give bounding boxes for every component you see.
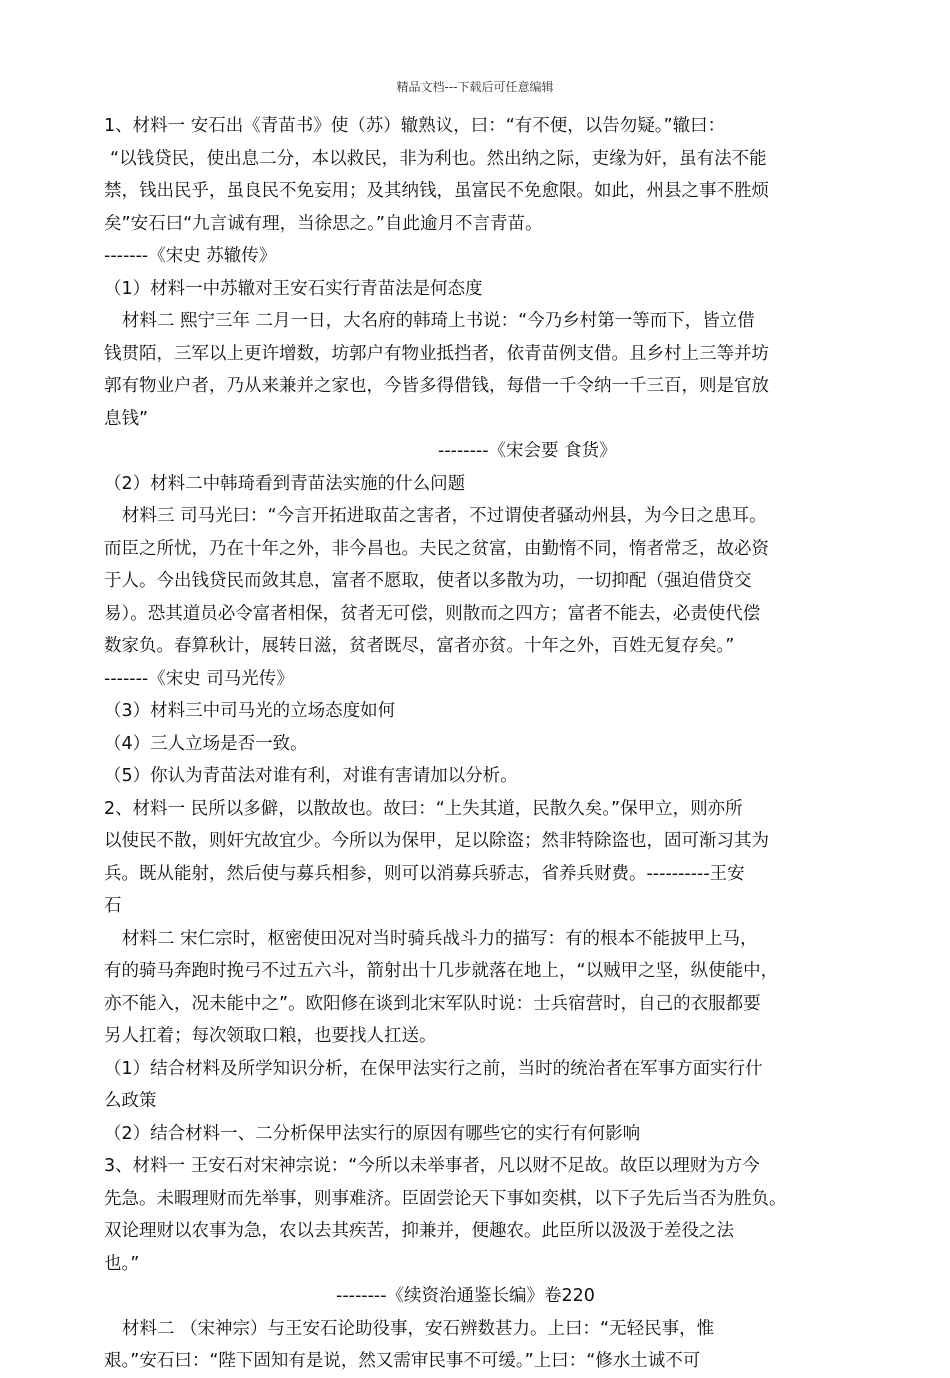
question-line: （3）材料三中司马光的立场态度如何 bbox=[104, 701, 396, 721]
text-line: 于人。今出钱贷民而敛其息，富者不愿取，使者以多散为功，一切抑配（强迫借贷交 bbox=[104, 571, 752, 591]
text-line: 另人扛着；每次领取口粮，也要找人扛送。 bbox=[104, 1026, 437, 1046]
text-line: 禁，钱出民乎，虽良民不免妄用；及其纳钱，虽富民不免愈限。如此，州县之事不胜烦 bbox=[104, 181, 769, 201]
question-line: （2）结合材料一、二分析保甲法实行的原因有哪些它的实行有何影响 bbox=[104, 1123, 641, 1144]
question-line: （1）结合材料及所学知识分析，在保甲法实行之前，当时的统治者在军事方面实行什 bbox=[104, 1058, 763, 1079]
source-citation: -------《宋史 司马光传》 bbox=[104, 668, 294, 689]
question-line: （5）你认为青苗法对谁有利，对谁有害请加以分析。 bbox=[104, 766, 518, 786]
page-header: 精品文档---下载后可任意编辑 bbox=[396, 80, 554, 94]
text-line: 石 bbox=[104, 896, 122, 916]
question-line: 么政策 bbox=[104, 1091, 157, 1111]
text-line: “以钱贷民，使出息二分，本以救民，非为利也。然出纳之际，吏缘为奸，虽有法不能 bbox=[110, 148, 767, 169]
text-line: 材料二 熙宁三年 二月一日，大名府的韩琦上书说：“今乃乡村第一等而下，皆立借 bbox=[122, 311, 755, 331]
text-line: 息钱” bbox=[104, 408, 149, 429]
document-body bbox=[104, 110, 860, 1378]
question-line: （2）材料二中韩琦看到青苗法实施的什么问题 bbox=[104, 473, 466, 494]
text-line: 材料三 司马光曰：“今言开拓进取苗之害者，不过谓使者骚动州县，为今日之患耳。 bbox=[122, 506, 767, 526]
text-line: 以使民不散，则奸宄故宜少。今所以为保甲，足以除盗；然非特除盗也，固可渐习其为 bbox=[104, 831, 769, 851]
text-line: 郭有物业户者，乃从来兼并之家也，今皆多得借钱，每借一千令纳一千三百，则是官放 bbox=[104, 376, 769, 396]
text-line: 材料二 宋仁宗时，枢密使田况对当时骑兵战斗力的描写：有的根本不能披甲上马， bbox=[122, 928, 758, 949]
text-line: 1、材料一 安石出《青苗书》使（苏）辙熟议，曰：“有不便，以告勿疑。”辙曰： bbox=[104, 116, 726, 136]
text-line: 3、材料一 王安石对宋神宗说：“今所以未举事者，凡以财不足故。故臣以理财为方今 bbox=[104, 1156, 760, 1176]
text-line: 钱贯陌，三军以上更许增数，坊郭户有物业抵挡者，依青苗例支借。且乡村上三等并坊 bbox=[104, 343, 769, 364]
text-line: 亦不能入，况未能中之”。欧阳修在谈到北宋军队时说：士兵宿营时，自己的衣服都要 bbox=[104, 993, 761, 1014]
source-citation: -------《宋史 苏辙传》 bbox=[104, 246, 277, 266]
source-citation: --------《宋会要 食货》 bbox=[438, 441, 617, 461]
text-line: 2、材料一 民所以多僻，以散故也。故曰：“上失其道，民散久矣。”保甲立，则亦所 bbox=[104, 798, 743, 819]
text-line: 先急。未暇理财而先举事，则事难济。臣固尝论天下事如奕棋，以下子先后当否为胜负。 bbox=[104, 1188, 787, 1209]
question-line: （4）三人立场是否一致。 bbox=[104, 733, 308, 754]
text-line: 而臣之所忧，乃在十年之外，非今昌也。夫民之贫富，由勤惰不同，惰者常乏，故必资 bbox=[104, 538, 769, 559]
text-line: 兵。既从能射，然后使与募兵相参，则可以消募兵骄志，省养兵财费。----------王安 bbox=[104, 863, 745, 884]
text-line: 矣”安石曰“九言诚有理，当徐思之。”自此逾月不言青苗。 bbox=[104, 213, 543, 234]
text-line: 数家负。春算秋计，展转日滋，贫者既尽，富者亦贫。十年之外，百姓无复存矣。” bbox=[104, 636, 735, 656]
text-line: 也。” bbox=[104, 1253, 140, 1274]
source-citation: --------《续资治通鉴长编》卷220 bbox=[336, 1286, 595, 1306]
text-line: 易）。恐其道员必令富者相保，贫者无可偿，则散而之四方；富者不能去，必责使代偿 bbox=[104, 603, 761, 624]
question-line: （1）材料一中苏辙对王安石实行青苗法是何态度 bbox=[104, 278, 483, 299]
text-line: 双论理财以农事为急，农以去其疾苦，抑兼并，便趣农。此臣所以汲汲于差役之法 bbox=[104, 1221, 734, 1241]
text-line: 艰。”安石曰：“陛下固知有是说，然又需审民事不可缓。”上曰：“修水土诚不可 bbox=[104, 1351, 701, 1371]
text-line: 材料二 （宋神宗）与王安石论助役事，安石辨数甚力。上曰：“无轻民事，惟 bbox=[122, 1318, 715, 1339]
text-line: 有的骑马奔跑时挽弓不过五六斗，箭射出十几步就落在地上，“以贼甲之坚，纵使能中， bbox=[104, 961, 779, 981]
